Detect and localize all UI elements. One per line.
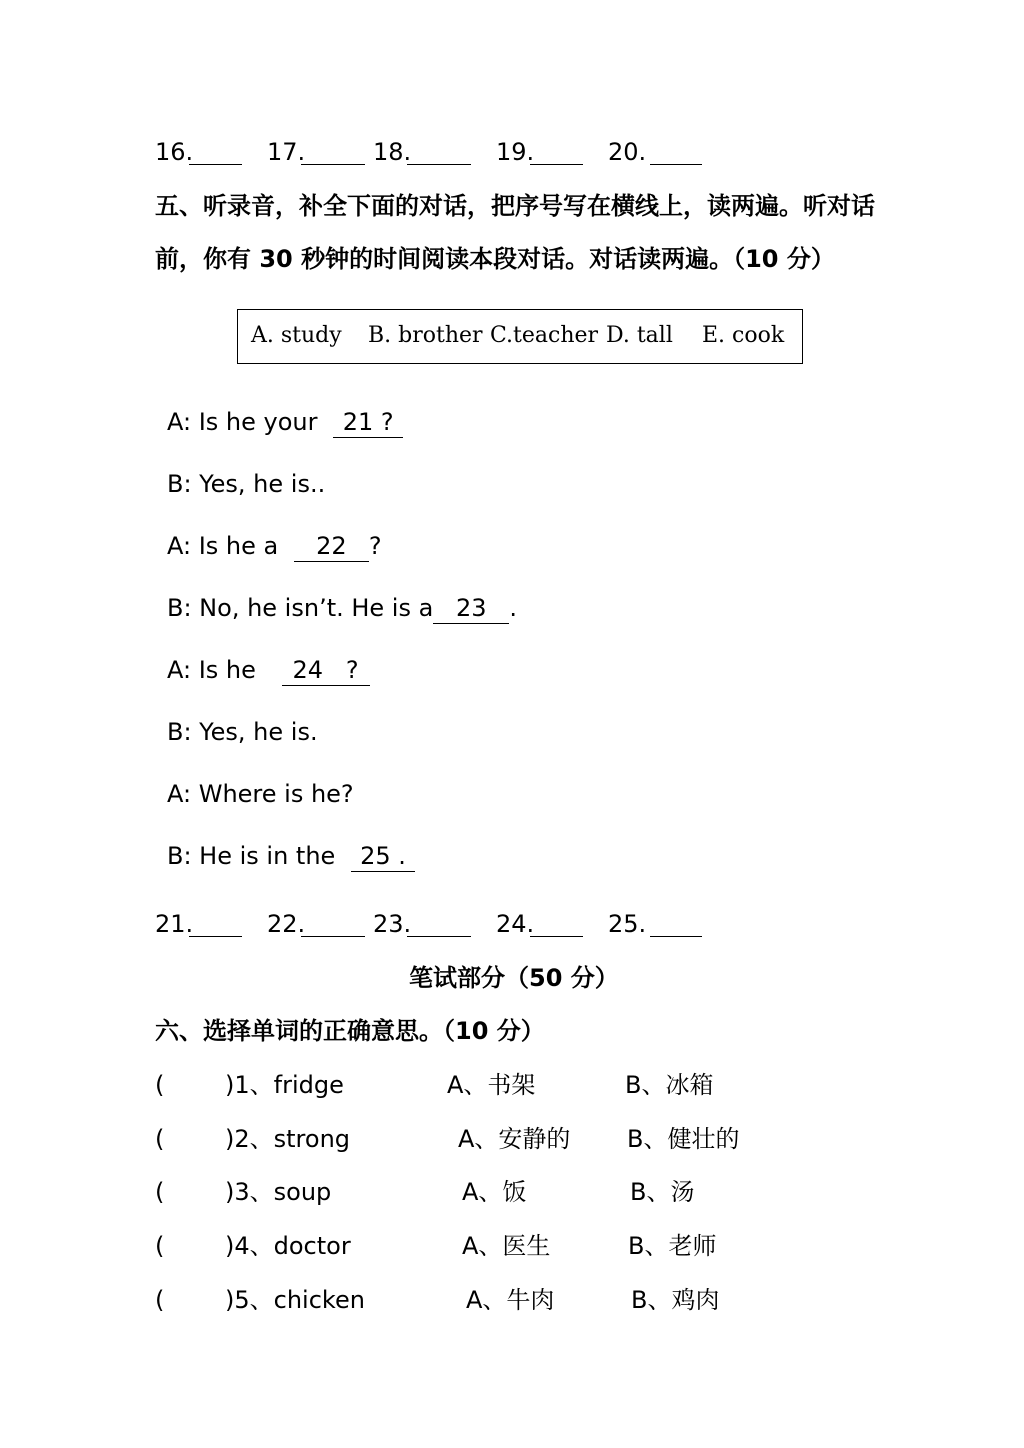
- answer-paren[interactable]: (: [155, 1286, 165, 1314]
- answer-blank-17[interactable]: [301, 142, 365, 165]
- dialog-line-3: [167, 531, 382, 562]
- choice-b: B、汤: [630, 1178, 695, 1206]
- answer-label-22: 22.: [267, 910, 306, 938]
- choice-b: B、老师: [628, 1232, 717, 1260]
- dialog-text: A: Is he your: [167, 408, 318, 436]
- dialog-line-5: [167, 655, 370, 686]
- answer-label-24: 24.: [496, 910, 535, 938]
- option-c: C.teacher: [490, 323, 599, 348]
- answer-label-20: 20.: [608, 138, 647, 166]
- section5-heading-line1: 五、听录音，补全下面的对话，把序号写在横线上，读两遍。听对话: [155, 192, 875, 220]
- dialog-text: B: He is in the: [167, 842, 336, 870]
- answer-blank-19[interactable]: [530, 142, 583, 165]
- section6-heading: 六、选择单词的正确意思。（10 分）: [155, 1017, 545, 1045]
- answer-blank-24[interactable]: [530, 914, 583, 937]
- option-d: D. tall: [606, 323, 673, 348]
- question-word: )4、doctor: [225, 1232, 351, 1260]
- option-b: B. brother: [368, 323, 483, 348]
- dialog-line-1: [167, 407, 403, 438]
- dialog-blank-22[interactable]: 22: [294, 531, 369, 562]
- question-word: )1、fridge: [225, 1071, 344, 1099]
- written-part-title: 笔试部分（50 分）: [409, 964, 619, 992]
- answer-blank-16[interactable]: [189, 142, 242, 165]
- section5-heading-line2: 前，你有 30 秒钟的时间阅读本段对话。对话读两遍。（10 分）: [155, 245, 835, 273]
- option-a: A. study: [251, 323, 342, 348]
- choice-a: A、医生: [462, 1232, 551, 1260]
- answer-blank-20[interactable]: [650, 142, 702, 165]
- dialog-text: A: Where is he?: [167, 780, 354, 808]
- dialog-blank-24[interactable]: 24 ?: [282, 655, 370, 686]
- answer-paren[interactable]: (: [155, 1232, 165, 1260]
- answer-paren[interactable]: (: [155, 1125, 165, 1153]
- word-options-box: [237, 309, 803, 364]
- answer-blank-22[interactable]: [301, 914, 365, 937]
- answer-label-25: 25.: [608, 910, 647, 938]
- choice-b: B、健壮的: [627, 1125, 740, 1153]
- answer-paren[interactable]: (: [155, 1178, 165, 1206]
- dialog-text: A: Is he: [167, 656, 256, 684]
- answer-label-19: 19.: [496, 138, 535, 166]
- dialog-blank-25[interactable]: 25 .: [351, 841, 415, 872]
- dialog-line-4: [167, 593, 517, 624]
- answer-label-21: 21.: [155, 910, 194, 938]
- choice-a: A、书架: [447, 1071, 536, 1099]
- question-word: )3、soup: [225, 1178, 332, 1206]
- answer-label-17: 17.: [267, 138, 306, 166]
- dialog-text: B: Yes, he is.: [167, 718, 318, 746]
- dialog-line-6: [167, 717, 318, 747]
- choice-a: A、饭: [462, 1178, 527, 1206]
- answer-label-16: 16.: [155, 138, 194, 166]
- answer-blank-18[interactable]: [407, 142, 471, 165]
- dialog-text: B: Yes, he is..: [167, 470, 326, 498]
- dialog-line-8: [167, 841, 415, 872]
- choice-a: A、牛肉: [466, 1286, 555, 1314]
- answer-blank-21[interactable]: [189, 914, 242, 937]
- dialog-post: ?: [368, 532, 382, 560]
- answer-paren[interactable]: (: [155, 1071, 165, 1099]
- dialog-blank-21[interactable]: 21 ?: [333, 407, 403, 438]
- dialog-text: A: Is he a: [167, 532, 279, 560]
- dialog-blank-23[interactable]: 23: [433, 593, 509, 624]
- answer-label-23: 23.: [373, 910, 412, 938]
- choice-b: B、鸡肉: [631, 1286, 720, 1314]
- answer-label-18: 18.: [373, 138, 412, 166]
- dialog-post: .: [509, 594, 517, 622]
- choice-a: A、安静的: [458, 1125, 571, 1153]
- question-word: )5、chicken: [225, 1286, 365, 1314]
- dialog-line-2: [167, 469, 325, 499]
- choice-b: B、冰箱: [625, 1071, 714, 1099]
- dialog-line-7: [167, 779, 354, 809]
- question-word: )2、strong: [225, 1125, 351, 1153]
- answer-blank-23[interactable]: [407, 914, 471, 937]
- option-e: E. cook: [702, 323, 785, 348]
- answer-blank-25[interactable]: [650, 914, 702, 937]
- dialog-text: B: No, he isn’t. He is a: [167, 594, 434, 622]
